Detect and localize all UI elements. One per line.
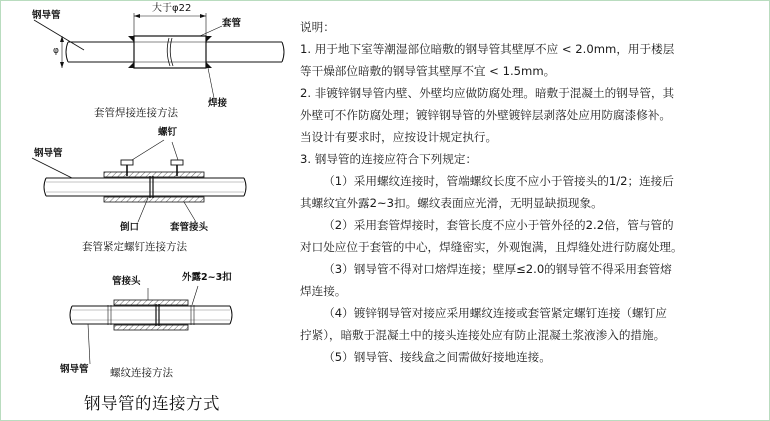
- fig1-sleeve-label: 套管: [222, 18, 242, 29]
- note-line: （2）采用套管焊接时，套管长度不应小于管外径的2.2倍，管与管的: [323, 218, 674, 232]
- note-line: 当设计有要求时，应按设计规定执行。: [300, 130, 498, 144]
- note-line: 外壁可不作防腐处理；镀锌钢导管的外壁镀锌层剥落处应用防腐漆修补。: [300, 108, 672, 122]
- fig1-size-label: 大于φ22: [152, 3, 192, 14]
- fig3-caption: 螺纹连接方法: [110, 367, 173, 379]
- diagram-panel: [0, 0, 290, 421]
- note-line: 焊连接。: [300, 284, 347, 298]
- fig2-gap-label: 倒口: [120, 222, 140, 233]
- fig3-threaded-drawing: [70, 286, 232, 364]
- note-line: 1. 用于地下室等潮湿部位暗敷的钢导管其壁厚不应 < 2.0mm，用于楼层: [300, 42, 675, 56]
- fig3-pipe-label: 钢导管: [60, 364, 89, 375]
- fig2-sleeve-label: 套管接头: [170, 222, 209, 233]
- note-line: 拧紧），暗敷于混凝土中的接头连接处应有防止混凝土浆液渗入的措施。: [300, 328, 666, 342]
- fig1-pipe-label: 钢导管: [32, 10, 61, 21]
- note-line: （5）钢导管、接线盒之间需做好接地连接。: [323, 350, 551, 364]
- note-line: 等干燥部位暗敷的钢导管其壁厚不宜 < 1.5mm。: [300, 64, 556, 78]
- note-line: 3. 钢导管的连接应符合下列规定：: [300, 152, 478, 166]
- connection-diagrams: [0, 0, 290, 421]
- fig2-screw-label: 螺钉: [158, 127, 178, 138]
- fig2-set-screw-drawing: [32, 140, 246, 222]
- fig3-thread-label: 外露2~3扣: [182, 272, 232, 283]
- note-line: 其螺纹宜外露2~3扣。螺纹表面应光滑，无明显缺损现象。: [300, 196, 603, 210]
- fig2-pipe-label: 钢导管: [34, 148, 63, 159]
- note-line: 对口处应位于套管的中心，焊缝密实，外观饱满，且焊缝处进行防腐处理。: [300, 240, 683, 254]
- notes-heading: 说明：: [300, 20, 335, 34]
- fig2-caption: 套管紧定螺钉连接方法: [82, 241, 187, 253]
- fig1-weld-label: 焊接: [208, 98, 228, 109]
- diagram-title: 钢导管的连接方式: [84, 394, 220, 413]
- note-line: （3）钢导管不得对口熔焊连接；壁厚≤2.0的钢导管不得采用套管熔: [323, 262, 672, 276]
- notes-panel: [300, 16, 758, 368]
- note-line: 2. 非镀锌钢导管内壁、外壁均应做防腐处理。暗敷于混凝土的钢导管，其: [300, 86, 675, 100]
- fig1-caption: 套管焊接连接方法: [94, 107, 178, 119]
- fig3-coupling-label: 管接头: [112, 276, 141, 287]
- fig1-phi-label: φ: [53, 46, 59, 56]
- note-line: （4）镀锌钢导管对接应采用螺纹连接或套管紧定螺钉连接（螺钉应: [323, 306, 667, 320]
- note-line: （1）采用螺纹连接时，管端螺纹长度不应小于管接头的1/2；连接后: [323, 174, 674, 188]
- fig1-sleeve-weld-drawing: [34, 13, 284, 98]
